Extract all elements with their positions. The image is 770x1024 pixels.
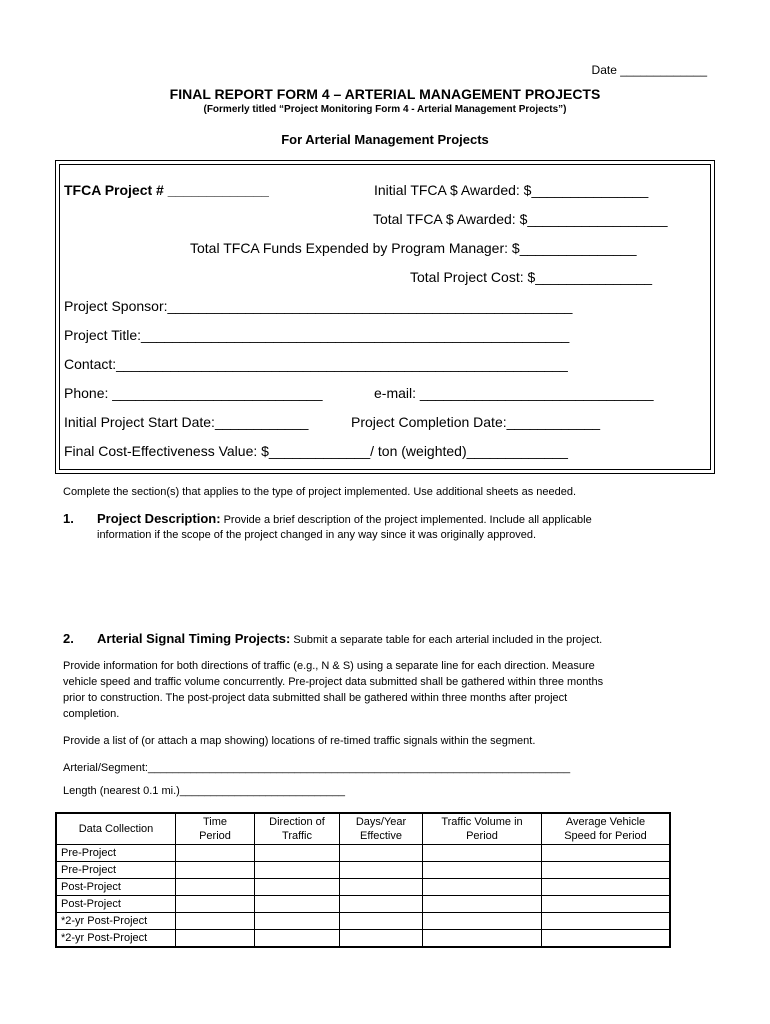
- row-label: Post-Project: [56, 879, 176, 896]
- table-cell[interactable]: [423, 930, 542, 948]
- table-row: [56, 879, 670, 896]
- section2-para2: Provide a list of (or attach a map showing) locations of re-timed traffic signals within the segment.: [63, 735, 536, 747]
- table-cell[interactable]: [423, 913, 542, 930]
- col-header-days-year: Days/Year Effective: [340, 813, 423, 845]
- intro-text: Complete the section(s) that applies to the type of project implemented. Use additional sheets as needed.: [63, 486, 577, 498]
- col-header-time-period: Time Period: [176, 813, 255, 845]
- section2-number: 2.: [63, 631, 74, 646]
- section2-para1-line4: completion.: [63, 708, 120, 720]
- table-cell[interactable]: [255, 930, 340, 948]
- section1-line1: [97, 511, 592, 528]
- tfca-project-field[interactable]: TFCA Project # _____________: [64, 182, 269, 198]
- contact-field[interactable]: Contact:__________________________________________________________: [64, 356, 568, 372]
- table-cell[interactable]: [255, 913, 340, 930]
- section2-para1-line2: vehicle speed and traffic volume concurrently. Pre-project data submitted shall be gathered within three months: [63, 676, 604, 688]
- section2-para1-line1: Provide information for both directions of traffic (e.g., N & S) using a separate line for each direction. Measure: [63, 660, 595, 672]
- section1-number: 1.: [63, 511, 74, 526]
- table-cell[interactable]: [340, 930, 423, 948]
- table-cell[interactable]: [340, 896, 423, 913]
- table-row: [56, 862, 670, 879]
- arterial-segment-field[interactable]: Arterial/Segment:_____________________________________________________________________: [63, 762, 571, 774]
- form-heading: For Arterial Management Projects: [281, 132, 489, 147]
- table-row: [56, 896, 670, 913]
- col-header-direction: Direction of Traffic: [255, 813, 340, 845]
- total-awarded-field[interactable]: Total TFCA $ Awarded: $__________________: [373, 211, 668, 227]
- table-cell[interactable]: [542, 879, 671, 896]
- table-cell[interactable]: [255, 896, 340, 913]
- col-header-avg-speed: Average Vehicle Speed for Period: [542, 813, 671, 845]
- table-header-row: [56, 813, 670, 845]
- table-cell[interactable]: [542, 913, 671, 930]
- table-cell[interactable]: [176, 913, 255, 930]
- section1-title: Project Description:: [97, 511, 221, 526]
- row-label: *2-yr Post-Project: [56, 913, 176, 930]
- start-date-field[interactable]: Initial Project Start Date:____________: [64, 414, 309, 430]
- table-cell[interactable]: [340, 862, 423, 879]
- completion-date-field[interactable]: Project Completion Date:____________: [351, 414, 601, 430]
- table-cell[interactable]: [255, 862, 340, 879]
- email-field[interactable]: e-mail: ______________________________: [374, 385, 654, 401]
- data-collection-table: [55, 812, 671, 948]
- project-info-box: [55, 160, 715, 474]
- total-cost-field[interactable]: Total Project Cost: $_______________: [410, 269, 653, 285]
- date-field[interactable]: Date _____________: [591, 63, 707, 77]
- table-row: [56, 930, 670, 948]
- row-label: Pre-Project: [56, 862, 176, 879]
- table-cell[interactable]: [176, 845, 255, 862]
- table-cell[interactable]: [542, 930, 671, 948]
- table-cell[interactable]: [423, 862, 542, 879]
- row-label: Post-Project: [56, 896, 176, 913]
- table-cell[interactable]: [176, 879, 255, 896]
- section2-title: Arterial Signal Timing Projects:: [97, 631, 291, 646]
- table-cell[interactable]: [340, 913, 423, 930]
- sponsor-field[interactable]: Project Sponsor:____________________________________________________: [64, 298, 573, 314]
- table-cell[interactable]: [423, 879, 542, 896]
- table-cell[interactable]: [423, 845, 542, 862]
- table-cell[interactable]: [176, 862, 255, 879]
- table-cell[interactable]: [423, 896, 542, 913]
- row-label: Pre-Project: [56, 845, 176, 862]
- col-header-traffic-volume: Traffic Volume in Period: [423, 813, 542, 845]
- table-row: [56, 913, 670, 930]
- form-title: FINAL REPORT FORM 4 – ARTERIAL MANAGEMENT PROJECTS: [169, 86, 601, 102]
- form-subtitle: (Formerly titled “Project Monitoring Form 4 - Arterial Management Projects”): [203, 104, 567, 115]
- cost-effectiveness-field[interactable]: Final Cost-Effectiveness Value: $_____________/ ton (weighted)_____________: [64, 443, 568, 459]
- table-cell[interactable]: [542, 845, 671, 862]
- initial-awarded-field[interactable]: Initial TFCA $ Awarded: $_______________: [374, 182, 649, 198]
- table-cell[interactable]: [340, 845, 423, 862]
- col-header-data-collection: Data Collection: [56, 813, 176, 845]
- table-cell[interactable]: [176, 896, 255, 913]
- project-info-box-inner: [59, 164, 711, 470]
- length-field[interactable]: Length (nearest 0.1 mi.)___________________________: [63, 785, 345, 797]
- section1-text: Provide a brief description of the project implemented. Include all applicable: [220, 514, 592, 526]
- table-cell[interactable]: [542, 896, 671, 913]
- table-cell[interactable]: [176, 930, 255, 948]
- section1-line2: information if the scope of the project changed in any way since it was originally approved.: [97, 529, 537, 541]
- table-cell[interactable]: [255, 879, 340, 896]
- table-cell[interactable]: [340, 879, 423, 896]
- project-title-field[interactable]: Project Title:_______________________________________________________: [64, 327, 570, 343]
- table-cell[interactable]: [542, 862, 671, 879]
- funds-expended-field[interactable]: Total TFCA Funds Expended by Program Manager: $_______________: [190, 240, 637, 256]
- section2-heading: [97, 631, 602, 648]
- phone-field[interactable]: Phone: ___________________________: [64, 385, 323, 401]
- row-label: *2-yr Post-Project: [56, 930, 176, 948]
- section2-text: Submit a separate table for each arterial included in the project.: [290, 634, 603, 646]
- table-row: [56, 845, 670, 862]
- table-cell[interactable]: [255, 845, 340, 862]
- section2-para1-line3: prior to construction. The post-project data submitted shall be gathered within three months after project: [63, 692, 568, 704]
